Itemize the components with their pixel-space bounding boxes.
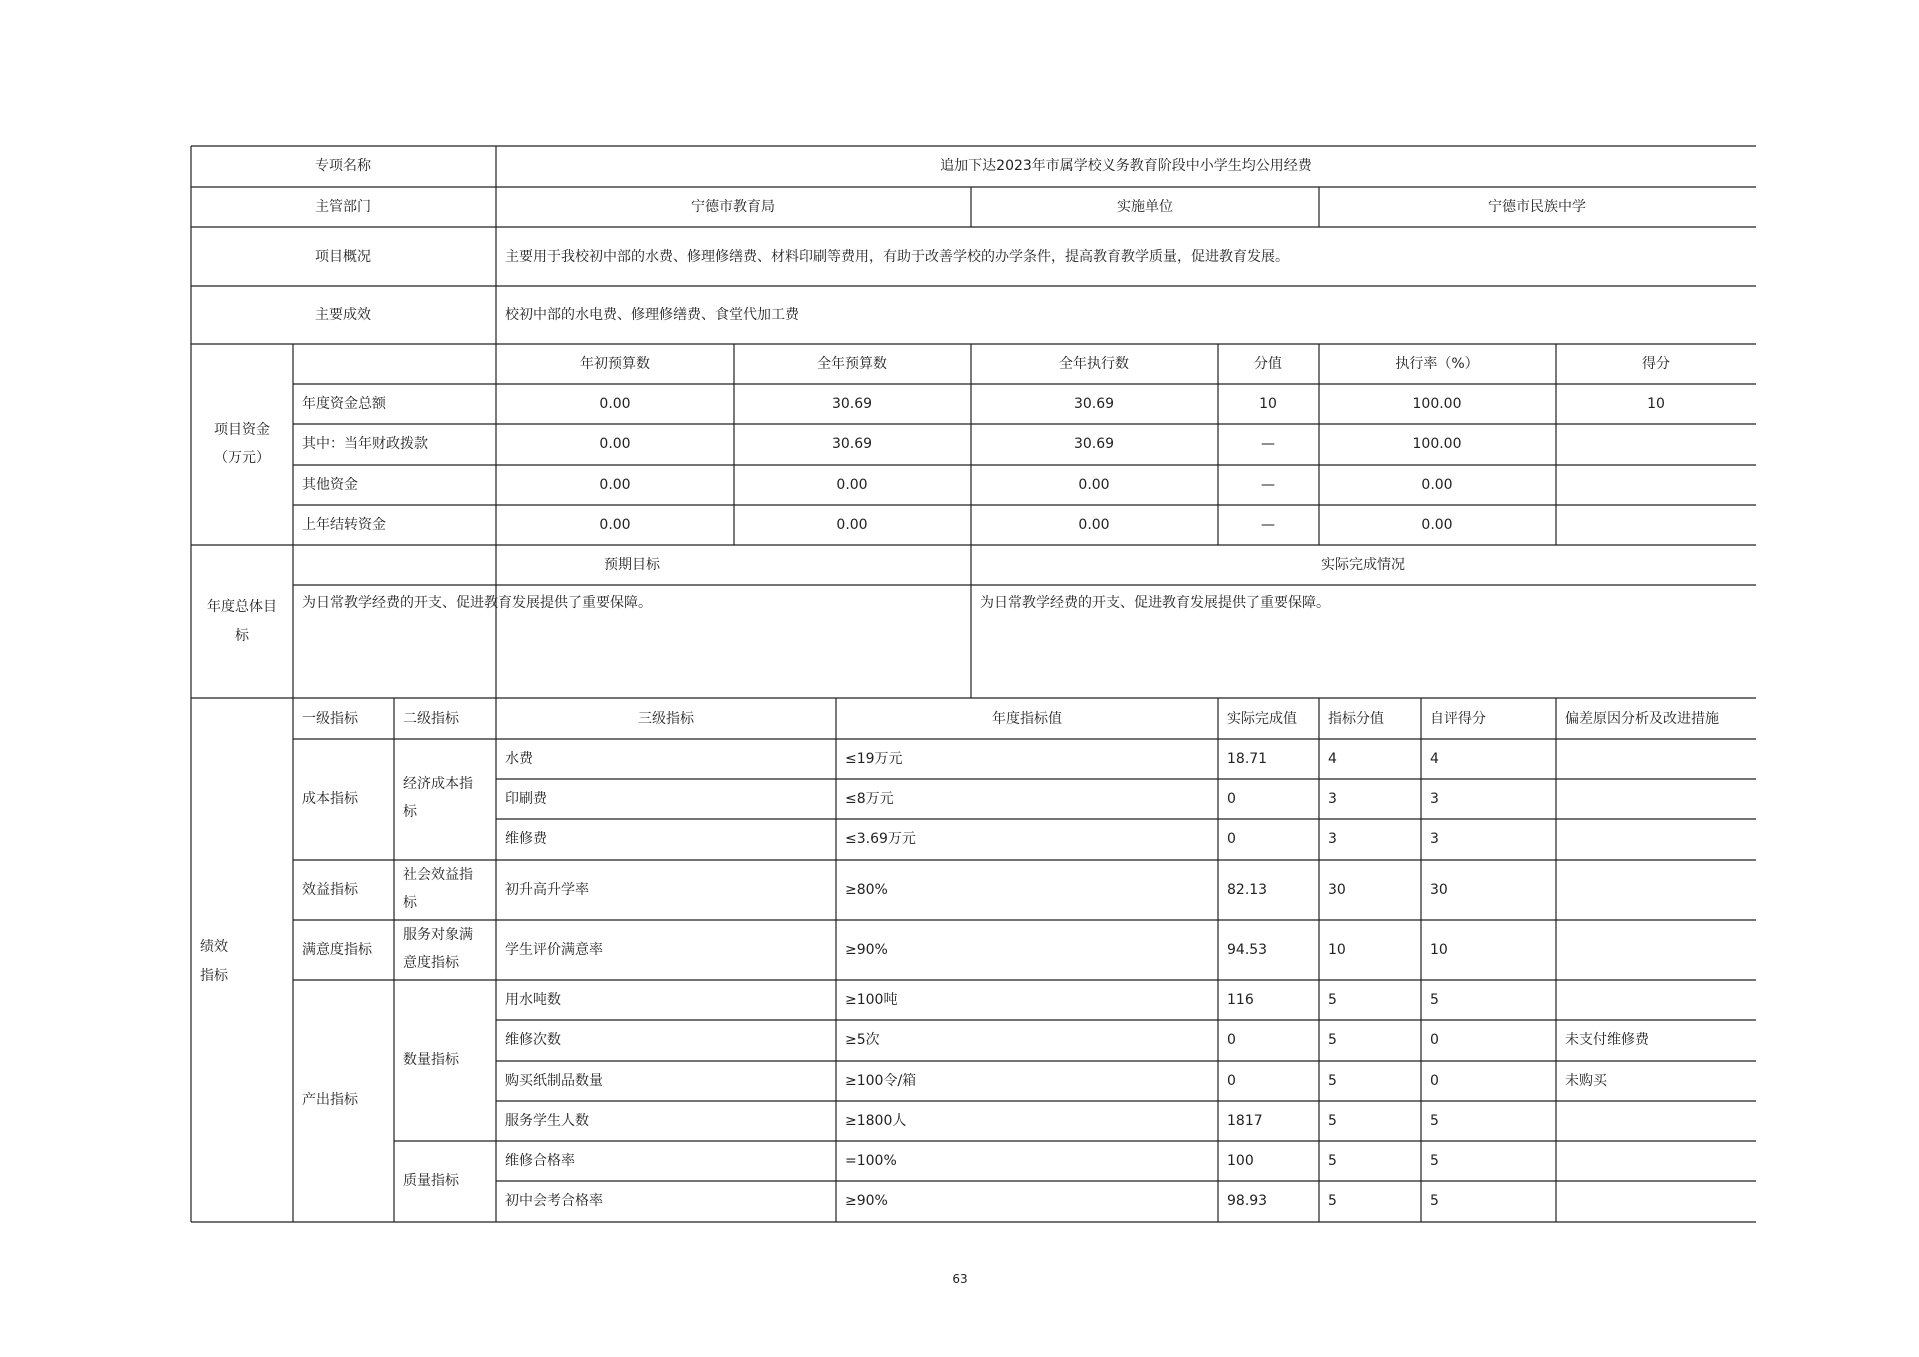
perf-header: 二级指标 bbox=[403, 711, 459, 727]
row-weight: 5 bbox=[1328, 1032, 1337, 1048]
level2-service: 意度指标 bbox=[403, 955, 459, 971]
overview-label: 项目概况 bbox=[315, 249, 371, 265]
funds-row-name: 上年结转资金 bbox=[302, 517, 386, 533]
effect-value: 校初中部的水电费、修理修缮费、食堂代加工费 bbox=[505, 307, 799, 323]
funds-cell: 0.00 bbox=[599, 436, 631, 452]
row-score: 3 bbox=[1430, 791, 1439, 807]
funds-cell: 30.69 bbox=[831, 396, 873, 412]
funds-cell: — bbox=[1261, 436, 1275, 452]
row-target: ≥90% bbox=[845, 942, 888, 958]
row-name: 维修费 bbox=[505, 831, 547, 847]
row-actual: 100 bbox=[1227, 1153, 1254, 1169]
row-actual: 0 bbox=[1227, 791, 1236, 807]
row-weight: 5 bbox=[1328, 1153, 1337, 1169]
row-actual: 0 bbox=[1227, 1073, 1236, 1089]
row-target: ≤3.69万元 bbox=[845, 831, 916, 847]
row-weight: 5 bbox=[1328, 992, 1337, 1008]
level1-cost: 成本指标 bbox=[302, 791, 358, 807]
row-actual: 98.93 bbox=[1227, 1193, 1268, 1209]
row-note: 未支付维修费 bbox=[1565, 1032, 1649, 1048]
row-weight: 10 bbox=[1328, 942, 1346, 958]
funds-row-name: 其他资金 bbox=[302, 477, 358, 493]
funds-cell: — bbox=[1261, 517, 1275, 533]
funds-cell: 100.00 bbox=[1412, 436, 1462, 452]
funds-cell: — bbox=[1261, 477, 1275, 493]
level2-quantity: 数量指标 bbox=[403, 1052, 459, 1068]
funds-cell: 0.00 bbox=[1078, 477, 1110, 493]
row-score: 3 bbox=[1430, 831, 1439, 847]
row-weight: 3 bbox=[1328, 791, 1337, 807]
impl-value: 宁德市民族中学 bbox=[1488, 199, 1586, 215]
level1-satisfaction: 满意度指标 bbox=[302, 942, 372, 958]
row-actual: 116 bbox=[1227, 992, 1254, 1008]
row-weight: 4 bbox=[1328, 751, 1337, 767]
special-item-value: 追加下达2023年市属学校义务教育阶段中小学生均公用经费 bbox=[940, 158, 1312, 174]
row-actual: 18.71 bbox=[1227, 751, 1268, 767]
impl-label: 实施单位 bbox=[1117, 199, 1173, 215]
funds-cell: 10 bbox=[1647, 396, 1665, 412]
funds-row-name: 其中：当年财政拨款 bbox=[302, 436, 428, 452]
level2-social: 社会效益指 bbox=[403, 867, 473, 883]
row-weight: 3 bbox=[1328, 831, 1337, 847]
perf-header: 年度指标值 bbox=[992, 711, 1062, 727]
page-number: 63 bbox=[952, 1272, 968, 1286]
funds-cell: 30.69 bbox=[1073, 436, 1115, 452]
funds-header: 分值 bbox=[1254, 356, 1282, 372]
funds-header: 年初预算数 bbox=[580, 356, 650, 372]
row-score: 0 bbox=[1430, 1073, 1439, 1089]
perf-header: 实际完成值 bbox=[1227, 711, 1297, 727]
level2-quality: 质量指标 bbox=[403, 1173, 459, 1189]
row-target: ≥100令/箱 bbox=[845, 1073, 917, 1089]
row-actual: 82.13 bbox=[1227, 882, 1268, 898]
row-score: 10 bbox=[1430, 942, 1448, 958]
funds-label-line2: （万元） bbox=[214, 450, 270, 466]
level2-service: 服务对象满 bbox=[403, 927, 473, 943]
funds-cell: 100.00 bbox=[1412, 396, 1462, 412]
funds-cell: 0.00 bbox=[599, 477, 631, 493]
funds-cell: 0.00 bbox=[599, 396, 631, 412]
row-target: ≥1800人 bbox=[845, 1113, 907, 1129]
row-name: 初升高升学率 bbox=[505, 882, 589, 898]
row-note: 未购买 bbox=[1565, 1073, 1607, 1089]
perf-header: 自评得分 bbox=[1430, 711, 1486, 727]
funds-cell: 10 bbox=[1259, 396, 1277, 412]
perf-label-line1: 绩效 bbox=[200, 939, 228, 955]
special-item-label: 专项名称 bbox=[315, 158, 371, 174]
row-score: 4 bbox=[1430, 751, 1439, 767]
row-actual: 1817 bbox=[1227, 1113, 1263, 1129]
funds-cell: 0.00 bbox=[1421, 477, 1453, 493]
row-score: 0 bbox=[1430, 1032, 1439, 1048]
goals-expected-text: 为日常教学经费的开支、促进教育发展提供了重要保障。 bbox=[302, 595, 652, 611]
row-name: 初中会考合格率 bbox=[505, 1193, 603, 1209]
funds-row-name: 年度资金总额 bbox=[302, 396, 386, 412]
perf-header: 三级指标 bbox=[638, 711, 694, 727]
level2-social: 标 bbox=[403, 895, 417, 911]
level1-benefit: 效益指标 bbox=[302, 882, 358, 898]
row-actual: 94.53 bbox=[1227, 942, 1268, 958]
row-target: ≤8万元 bbox=[845, 791, 894, 807]
perf-label-line2: 指标 bbox=[200, 968, 228, 984]
row-target: ≥100吨 bbox=[845, 992, 898, 1008]
row-name: 水费 bbox=[505, 751, 533, 767]
funds-cell: 30.69 bbox=[831, 436, 873, 452]
funds-cell: 0.00 bbox=[1421, 517, 1453, 533]
row-target: ≤19万元 bbox=[845, 751, 903, 767]
level2-econ-cost: 标 bbox=[403, 804, 417, 820]
level1-output: 产出指标 bbox=[302, 1092, 358, 1108]
funds-header: 得分 bbox=[1642, 356, 1670, 372]
row-score: 5 bbox=[1430, 992, 1439, 1008]
row-target: =100% bbox=[845, 1153, 897, 1169]
goals-expected-header: 预期目标 bbox=[604, 557, 660, 573]
effect-label: 主要成效 bbox=[315, 307, 371, 323]
row-actual: 0 bbox=[1227, 831, 1236, 847]
goals-actual-header: 实际完成情况 bbox=[1321, 557, 1405, 573]
dept-value: 宁德市教育局 bbox=[691, 199, 775, 215]
row-score: 5 bbox=[1430, 1193, 1439, 1209]
goals-actual-text: 为日常教学经费的开支、促进教育发展提供了重要保障。 bbox=[980, 595, 1330, 611]
row-name: 服务学生人数 bbox=[505, 1113, 589, 1129]
row-name: 用水吨数 bbox=[505, 992, 561, 1008]
row-name: 学生评价满意率 bbox=[505, 942, 603, 958]
overview-value: 主要用于我校初中部的水费、修理修缮费、材料印刷等费用，有助于改善学校的办学条件，提高教育教学质量，促进教育发展。 bbox=[505, 249, 1289, 265]
row-weight: 30 bbox=[1328, 882, 1346, 898]
row-target: ≥90% bbox=[845, 1193, 888, 1209]
row-score: 5 bbox=[1430, 1113, 1439, 1129]
row-name: 维修次数 bbox=[505, 1032, 561, 1048]
row-weight: 5 bbox=[1328, 1193, 1337, 1209]
funds-header: 全年预算数 bbox=[817, 356, 887, 372]
row-target: ≥5次 bbox=[845, 1032, 880, 1048]
goals-label-line2: 标 bbox=[235, 628, 249, 644]
row-name: 购买纸制品数量 bbox=[505, 1073, 603, 1089]
row-weight: 5 bbox=[1328, 1073, 1337, 1089]
level2-econ-cost: 经济成本指 bbox=[403, 776, 473, 792]
row-score: 30 bbox=[1430, 882, 1448, 898]
row-weight: 5 bbox=[1328, 1113, 1337, 1129]
perf-header: 指标分值 bbox=[1328, 711, 1384, 727]
funds-cell: 30.69 bbox=[1073, 396, 1115, 412]
funds-cell: 0.00 bbox=[599, 517, 631, 533]
funds-header: 执行率（%） bbox=[1395, 356, 1479, 372]
perf-header: 偏差原因分析及改进措施 bbox=[1565, 711, 1719, 727]
row-name: 印刷费 bbox=[505, 791, 547, 807]
perf-header: 一级指标 bbox=[302, 711, 358, 727]
dept-label: 主管部门 bbox=[315, 199, 371, 215]
row-name: 维修合格率 bbox=[505, 1153, 575, 1169]
funds-cell: 0.00 bbox=[836, 477, 868, 493]
row-target: ≥80% bbox=[845, 882, 888, 898]
funds-cell: 0.00 bbox=[836, 517, 868, 533]
row-actual: 0 bbox=[1227, 1032, 1236, 1048]
funds-header: 全年执行数 bbox=[1059, 356, 1129, 372]
funds-label-line1: 项目资金 bbox=[214, 422, 270, 438]
goals-label-line1: 年度总体目 bbox=[207, 599, 277, 615]
row-score: 5 bbox=[1430, 1153, 1439, 1169]
funds-cell: 0.00 bbox=[1078, 517, 1110, 533]
